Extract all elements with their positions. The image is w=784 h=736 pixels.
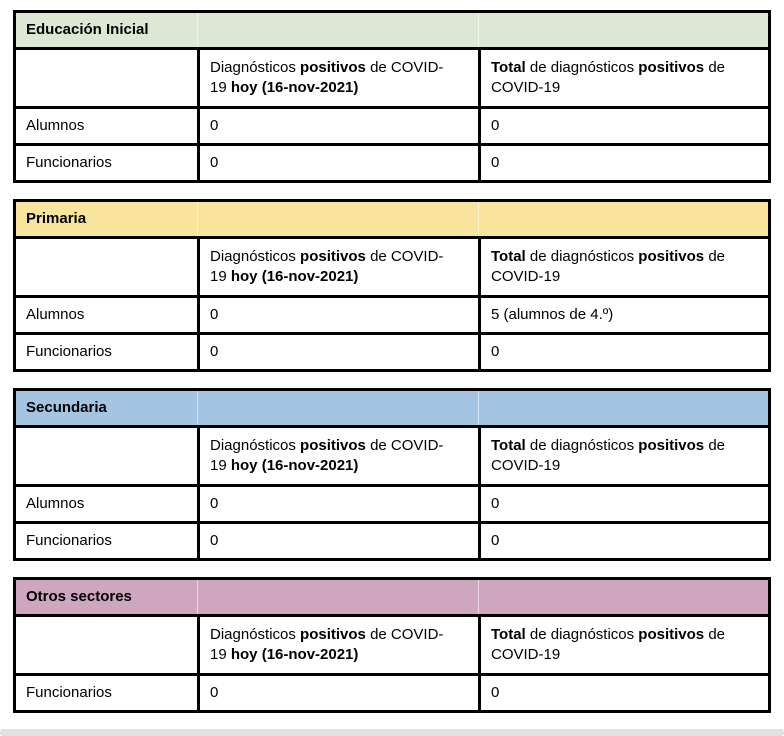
col-header-today	[199, 427, 480, 486]
row-label: Funcionarios	[15, 523, 199, 560]
col-header-today	[199, 238, 480, 297]
cell-today-value: 0	[199, 334, 480, 371]
column-header-row	[15, 49, 770, 108]
col-header-total-text: Total de diagnósticos positivos de COVID-19	[491, 626, 726, 663]
col-header-today	[199, 49, 480, 108]
col-header-total	[480, 427, 770, 486]
cell-total-value: 0	[480, 334, 770, 371]
section-divider-line	[478, 13, 479, 47]
corner-cell-empty	[15, 616, 199, 675]
corner-cell-empty	[15, 238, 199, 297]
cell-today-value: 0	[199, 108, 480, 145]
section-divider-line	[197, 391, 198, 425]
cell-total-value: 0	[480, 108, 770, 145]
col-header-today-text: Diagnósticos positivos de COVID-19 hoy (16-nov-2021)	[210, 248, 444, 285]
column-header-row	[15, 616, 770, 675]
table-row	[15, 334, 770, 371]
row-label: Funcionarios	[15, 675, 199, 712]
section-header	[15, 390, 770, 427]
cell-total-value: 0	[480, 486, 770, 523]
cell-total-value: 5 (alumnos de 4.º)	[480, 297, 770, 334]
col-header-today-text: Diagnósticos positivos de COVID-19 hoy (16-nov-2021)	[210, 626, 444, 663]
cell-today-value: 0	[199, 675, 480, 712]
table-row	[15, 108, 770, 145]
col-header-today-text: Diagnósticos positivos de COVID-19 hoy (16-nov-2021)	[210, 437, 444, 474]
section-header-row	[15, 201, 770, 238]
section-header-row	[15, 579, 770, 616]
row-label: Funcionarios	[15, 334, 199, 371]
col-header-today-text: Diagnósticos positivos de COVID-19 hoy (16-nov-2021)	[210, 59, 444, 96]
section-divider-line	[197, 202, 198, 236]
section-header-row	[15, 390, 770, 427]
section-title: Educación Inicial	[26, 21, 149, 38]
table-row	[15, 297, 770, 334]
col-header-total	[480, 616, 770, 675]
section-title: Otros sectores	[26, 588, 132, 605]
section-header-row	[15, 12, 770, 49]
table-row	[15, 523, 770, 560]
cell-today-value: 0	[199, 297, 480, 334]
corner-cell-empty	[15, 49, 199, 108]
section-header	[15, 201, 770, 238]
cell-today-value: 0	[199, 486, 480, 523]
table-row	[15, 675, 770, 712]
table-otros-sectores	[13, 577, 771, 713]
col-header-total-text: Total de diagnósticos positivos de COVID-19	[491, 437, 726, 474]
section-title: Secundaria	[26, 399, 107, 416]
table-row	[15, 145, 770, 182]
col-header-total	[480, 49, 770, 108]
cell-today-value: 0	[199, 145, 480, 182]
cell-today-value: 0	[199, 523, 480, 560]
section-divider-line	[197, 580, 198, 614]
corner-cell-empty	[15, 427, 199, 486]
table-educacion-inicial	[13, 10, 771, 183]
row-label: Funcionarios	[15, 145, 199, 182]
col-header-total-text: Total de diagnósticos positivos de COVID-19	[491, 248, 726, 285]
section-divider-line	[478, 391, 479, 425]
cell-total-value: 0	[480, 145, 770, 182]
column-header-row	[15, 427, 770, 486]
section-title: Primaria	[26, 210, 87, 227]
cell-total-value: 0	[480, 523, 770, 560]
section-header	[15, 579, 770, 616]
row-label: Alumnos	[15, 486, 199, 523]
row-label: Alumnos	[15, 297, 199, 334]
section-divider-line	[478, 580, 479, 614]
section-divider-line	[478, 202, 479, 236]
table-primaria	[13, 199, 771, 372]
column-header-row	[15, 238, 770, 297]
table-secundaria	[13, 388, 771, 561]
cell-total-value: 0	[480, 675, 770, 712]
table-row	[15, 486, 770, 523]
row-label: Alumnos	[15, 108, 199, 145]
col-header-today	[199, 616, 480, 675]
col-header-total	[480, 238, 770, 297]
col-header-total-text: Total de diagnósticos positivos de COVID-19	[491, 59, 726, 96]
page-gap-bar	[0, 729, 784, 736]
section-header	[15, 12, 770, 49]
section-divider-line	[197, 13, 198, 47]
